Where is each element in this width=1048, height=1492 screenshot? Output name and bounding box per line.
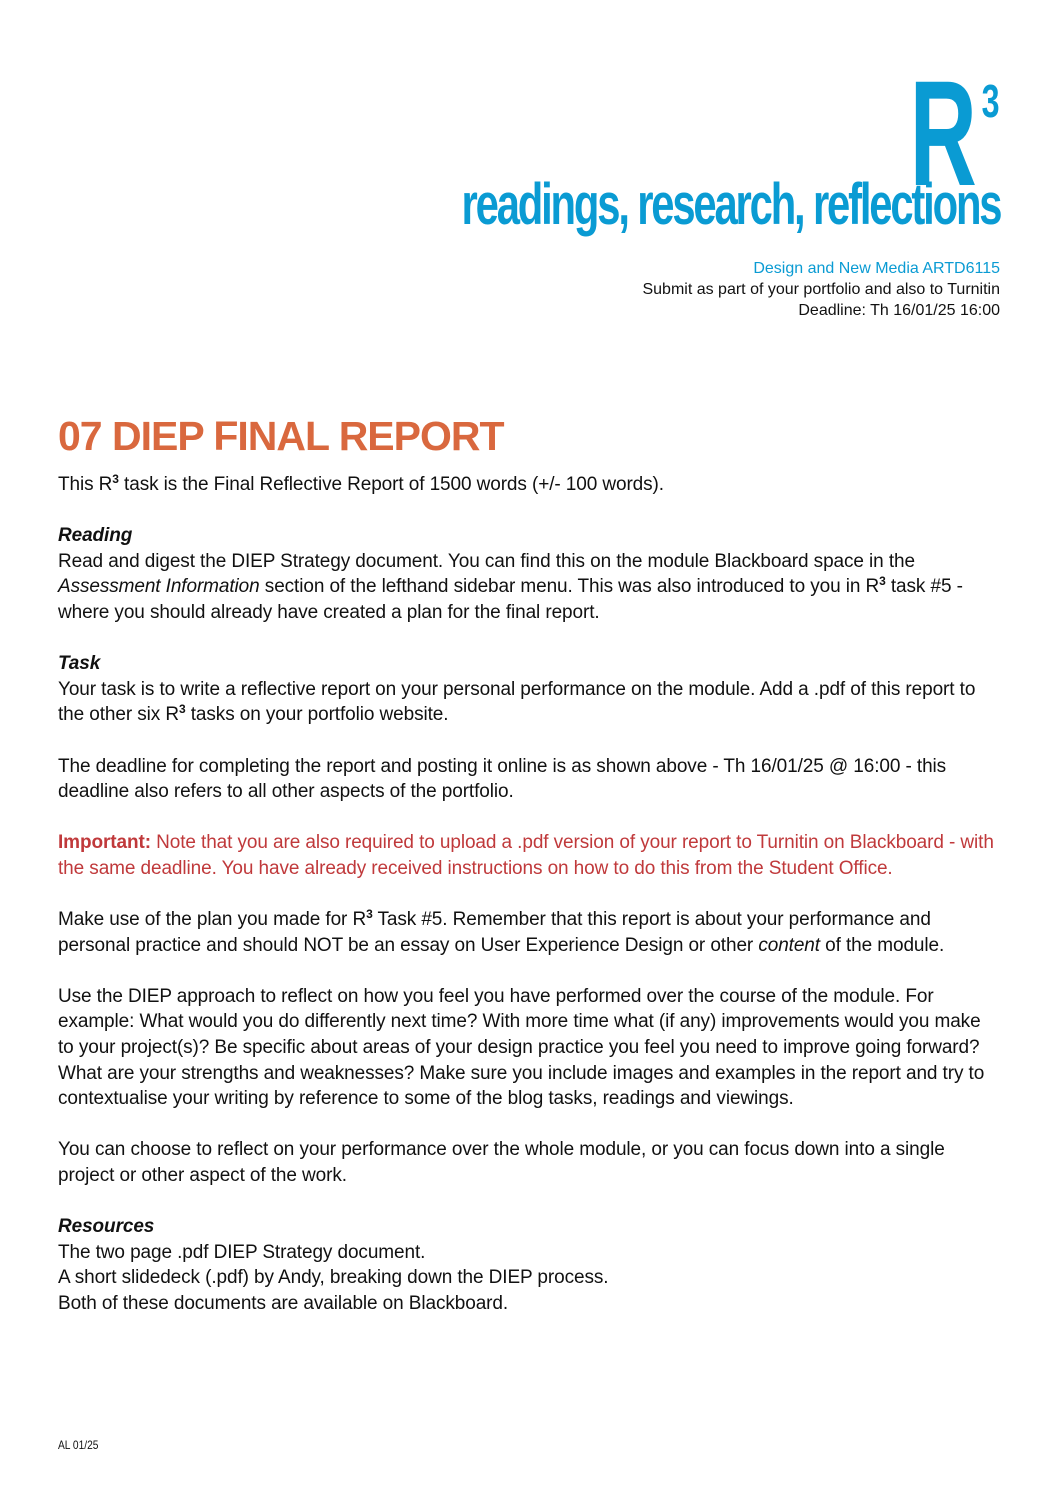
- task-sup: 3: [179, 702, 186, 717]
- plan-emphasis: content: [758, 934, 820, 956]
- reading-heading: Reading: [58, 525, 133, 547]
- deadline-paragraph: The deadline for completing the report and posting it online is as shown above - Th 16/01/25 @ 16:00 - this deadline also refers to all other aspects of the portfolio.: [58, 755, 947, 803]
- intro-paragraph: [58, 472, 998, 498]
- tagline: readings, research, reflections: [461, 172, 1000, 237]
- plan-text-c: of the module.: [819, 934, 945, 956]
- important-text: Note that you are also required to upload a .pdf version of your report to Turnitin on Blackboard - with the same deadline. You have already received instructions on how to do this from the Student Office.: [58, 832, 994, 879]
- plan-text-a: Make use of the plan you made for R: [58, 909, 367, 931]
- deadline-note: Deadline: Th 16/01/25 16:00: [798, 302, 1000, 319]
- resource-item: Both of these documents are available on Blackboard.: [58, 1293, 509, 1314]
- footer-initials: AL 01/25: [58, 1438, 99, 1452]
- task-heading: Task: [58, 653, 101, 675]
- page-title: 07 DIEP FINAL REPORT: [58, 413, 504, 459]
- main-content: [58, 412, 998, 1317]
- resource-item: The two page .pdf DIEP Strategy document.: [58, 1241, 426, 1263]
- logo-superscript: 3: [982, 75, 1000, 127]
- reading-sup: 3: [879, 574, 886, 589]
- reading-text-a: Read and digest the DIEP Strategy document. You can find this on the module Blackboard space in the: [58, 550, 915, 572]
- submit-note: Submit as part of your portfolio and also to Turnitin: [642, 281, 1000, 298]
- header: [252, 49, 1000, 321]
- logo-letter: R: [909, 49, 974, 217]
- task-text-a: Your task is to write a reflective report on your personal performance on the module. Add a .pdf of this report to the other six R: [58, 678, 976, 726]
- choose-paragraph: You can choose to reflect on your performance over the whole module, or you can focus down into a single project or other aspect of the work.: [58, 1139, 945, 1187]
- resource-item: A short slidedeck (.pdf) by Andy, breaking down the DIEP process.: [58, 1267, 609, 1289]
- reading-text-b: section of the lefthand sidebar menu. This was also introduced to you in R: [259, 576, 880, 598]
- reading-text-c: task #5 - where you should already have created a plan for the final report.: [58, 576, 963, 623]
- plan-text-b: Task #5. Remember that this report is about your performance and personal practice and should NOT be an essay on User Experience Design or other: [58, 909, 931, 956]
- important-paragraph: [58, 830, 998, 881]
- reading-emphasis: Assessment Information: [58, 576, 260, 598]
- plan-sup: 3: [366, 907, 373, 922]
- task-paragraph: [58, 677, 998, 728]
- reading-paragraph: [58, 549, 998, 626]
- diep-paragraph: Use the DIEP approach to reflect on how you feel you have performed over the course of the module. For example: What would you do differently next time? With more time what (if any) improvements would you make to your project(s)? Be specific about areas of your design practice you feel you need to improve going forward? What are your strengths and weaknesses? Make sure you include images and examples in the report and try to contextualise your writing by reference to some of the blog tasks, readings and viewings.: [58, 985, 985, 1110]
- plan-paragraph: [58, 907, 998, 958]
- resources-heading: Resources: [58, 1216, 155, 1238]
- intro-sup: 3: [112, 472, 119, 486]
- course-name: Design and New Media ARTD6115: [753, 260, 1000, 277]
- intro-text-b: task is the Final Reflective Report of 1500 words (+/- 100 words).: [118, 474, 664, 495]
- task-text-b: tasks on your portfolio website.: [185, 704, 449, 726]
- important-lead: Important:: [58, 832, 151, 854]
- intro-text-a: This R: [58, 474, 113, 495]
- course-meta: [252, 258, 1000, 321]
